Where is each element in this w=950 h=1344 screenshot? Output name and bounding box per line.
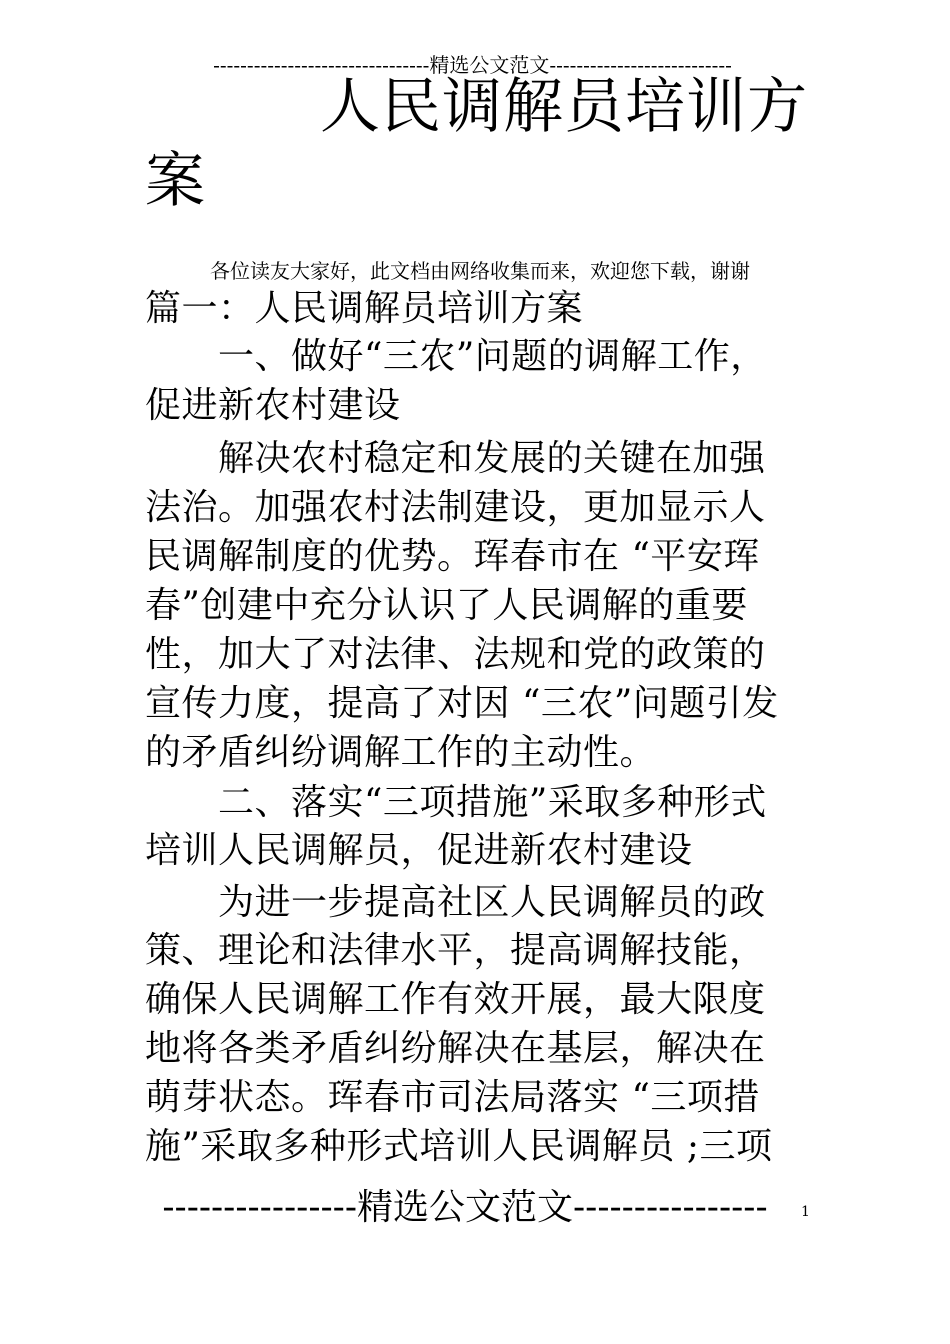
body-line: 为进一步提高社区人民调解员的政 [145, 882, 766, 923]
header-rule: --------------------------------精选公文范文--------------------------- [213, 53, 732, 77]
body-line: 施”采取多种形式培训人民调解员 ;三项 [145, 1126, 773, 1167]
body-line: 二、落实“三项措施”采取多种形式 [145, 782, 767, 823]
body-line: 的矛盾纠纷调解工作的主动性。 [145, 732, 657, 773]
body-line: 春”创建中充分认识了人民调解的重要 [145, 585, 748, 626]
body-line: 策、理论和法律水平，提高调解技能， [145, 930, 766, 971]
page-title: 人民调解员培训方 [320, 72, 808, 142]
page-title-continuation: 案 [145, 146, 206, 216]
body-line: 民调解制度的优势。珲春市在 “平安珲 [145, 536, 760, 577]
page-number: 1 [801, 1204, 810, 1220]
body-line: 法治。加强农村法制建设，更加显示人 [145, 487, 766, 528]
footer-rule: ----------------精选公文范文---------------- [162, 1187, 768, 1228]
body-line: 萌芽状态。珲春市司法局落实 “三项措 [145, 1077, 760, 1118]
body-line: 篇一：人民调解员培训方案 [145, 288, 584, 329]
body-line: 一、做好“三农”问题的调解工作， [145, 336, 767, 377]
body-line: 性，加大了对法律、法规和党的政策的 [145, 634, 766, 675]
body-line: 宣传力度，提高了对因 “三农”问题引发 [145, 683, 779, 724]
intro-text: 各位读友大家好，此文档由网络收集而来，欢迎您下载，谢谢 [210, 259, 750, 283]
body-line: 地将各类矛盾纠纷解决在基层，解决在 [145, 1028, 766, 1069]
body-line: 解决农村稳定和发展的关键在加强 [145, 438, 766, 479]
body-line: 确保人民调解工作有效开展，最大限度 [145, 979, 766, 1020]
body-line: 促进新农村建设 [145, 385, 401, 426]
body-line: 培训人民调解员，促进新农村建设 [145, 830, 693, 871]
